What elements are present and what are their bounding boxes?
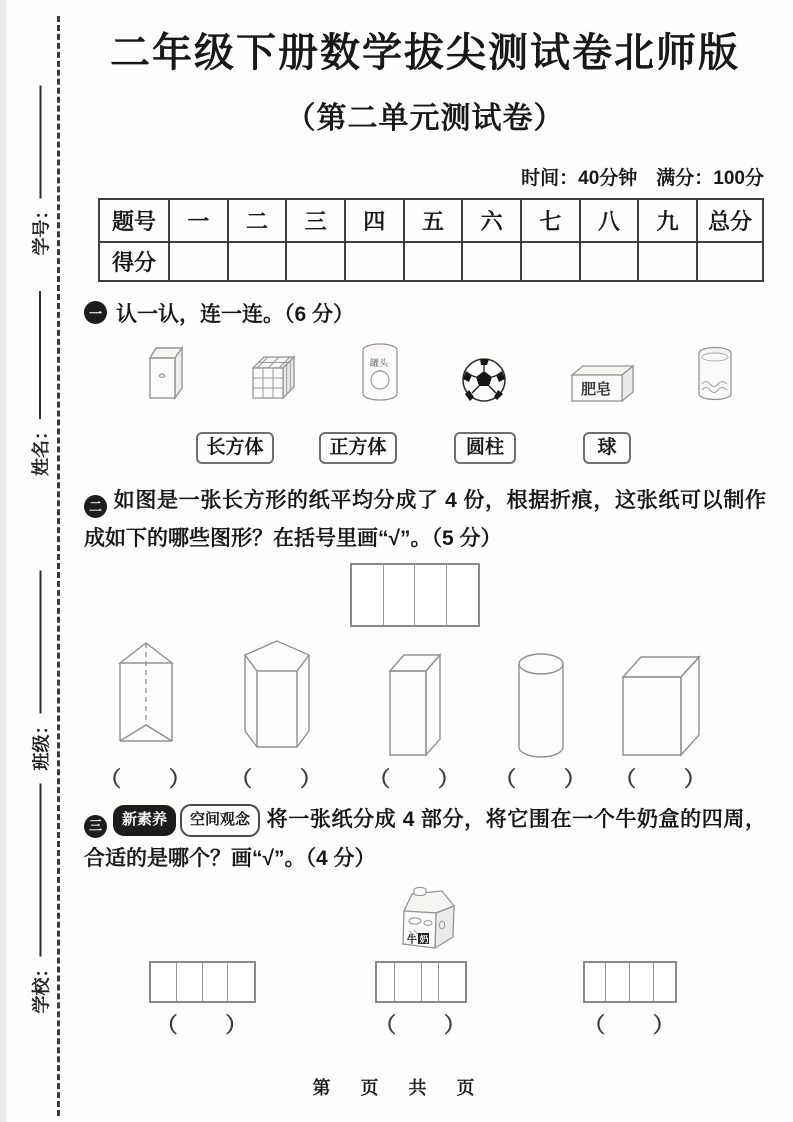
strip-cell bbox=[177, 963, 203, 1001]
rubiks-cube-icon bbox=[247, 348, 299, 404]
question-3-text: 将一张纸分成 4 部分，将它围在一个牛奶盒的四周，合适的是哪个？画“√”。（4 分） bbox=[84, 808, 766, 871]
score-empty-cell bbox=[462, 242, 521, 281]
strip-cell bbox=[630, 963, 654, 1001]
score-table-header-row bbox=[99, 199, 763, 242]
question-2-paragraph bbox=[84, 482, 766, 560]
student-name-label: 姓名： bbox=[31, 422, 51, 476]
strip-cell bbox=[606, 963, 630, 1001]
shape-choice-triangular-prism bbox=[91, 639, 201, 793]
student-name-field bbox=[27, 286, 53, 476]
paper-strip-symmetric bbox=[583, 961, 677, 1003]
strip-choice-2 bbox=[375, 961, 467, 1039]
school-label: 学校： bbox=[31, 959, 52, 1014]
score-header-cell: 九 bbox=[638, 199, 697, 242]
paper-body bbox=[84, 0, 766, 1039]
round-can-icon bbox=[694, 344, 736, 404]
score-header-cell: 四 bbox=[345, 199, 404, 242]
score-row-label: 得分 bbox=[99, 242, 169, 281]
milk-label-text-1: 牛 bbox=[407, 934, 417, 946]
question-2-number-icon: 二 bbox=[84, 495, 107, 518]
answer-paren: （ ） bbox=[156, 1013, 249, 1037]
strip-cell bbox=[439, 963, 465, 1001]
strip-cell bbox=[151, 963, 177, 1001]
page-footer: 第 页 共 页 bbox=[312, 1078, 481, 1098]
pentagonal-prism-icon bbox=[241, 639, 313, 759]
strip-cell bbox=[422, 963, 439, 1001]
score-header-cell: 六 bbox=[462, 199, 521, 242]
soap-label-text: 肥皂 bbox=[581, 380, 612, 398]
milk-label-text-2: 奶 bbox=[419, 934, 429, 945]
score-header-cell: 三 bbox=[286, 199, 345, 242]
school-field bbox=[28, 779, 54, 1014]
student-id-field bbox=[28, 81, 54, 256]
question-1-figures bbox=[142, 338, 736, 404]
strip-cell bbox=[447, 565, 479, 625]
strip-choice-1 bbox=[149, 961, 256, 1039]
cylinder-icon bbox=[516, 651, 566, 759]
cube-icon bbox=[619, 651, 703, 759]
soccer-ball-icon bbox=[460, 356, 508, 404]
question-3-strips bbox=[84, 961, 766, 1039]
score-header-cell: 二 bbox=[228, 199, 287, 242]
class-label: 班级： bbox=[31, 716, 52, 771]
strip-cell bbox=[352, 565, 384, 625]
shape-choice-cuboid bbox=[360, 647, 470, 793]
paper-strip-narrow-wide bbox=[375, 961, 467, 1003]
question-1-number-icon: 一 bbox=[84, 301, 107, 324]
student-id-label: 学号： bbox=[31, 201, 52, 256]
student-name-blank bbox=[39, 291, 41, 419]
score-table-score-row bbox=[99, 242, 763, 281]
score-header-cell: 八 bbox=[580, 199, 639, 242]
strip-cell bbox=[585, 963, 606, 1001]
carton-box-icon bbox=[142, 340, 188, 404]
question-1-heading bbox=[84, 298, 766, 328]
scan-edge-shadow bbox=[0, 0, 6, 1122]
paper-strip-equal-parts bbox=[149, 961, 256, 1003]
class-field bbox=[28, 566, 54, 771]
score-table bbox=[98, 198, 764, 282]
class-blank bbox=[40, 571, 42, 714]
question-1-text: 认一认，连一连。（6 分） bbox=[116, 302, 355, 326]
cut-dashed-line bbox=[57, 16, 60, 1116]
answer-paren: （ ） bbox=[495, 768, 587, 792]
shape-choice-cube bbox=[606, 651, 716, 793]
score-header-cell: 五 bbox=[404, 199, 463, 242]
option-cube: 正方体 bbox=[319, 432, 397, 464]
paper-subtitle: （第二单元测试卷） bbox=[285, 102, 565, 135]
strip-cell bbox=[377, 963, 395, 1001]
score-empty-cell bbox=[169, 242, 228, 281]
score-header-cell: 一 bbox=[169, 199, 228, 242]
question-2-text: 如图是一张长方形的纸平均分成了 4 份，根据折痕，这张纸可以制作成如下的哪些图形？在括号里画“√”。（5 分） bbox=[84, 488, 766, 551]
school-blank bbox=[40, 784, 42, 957]
score-empty-cell bbox=[286, 242, 345, 281]
question-1-options bbox=[84, 432, 766, 466]
score-empty-cell bbox=[580, 242, 639, 281]
score-empty-cell bbox=[638, 242, 697, 281]
strip-cell bbox=[384, 565, 416, 625]
spatial-concept-badge: 空间观念 bbox=[180, 804, 260, 837]
option-sphere: 球 bbox=[583, 432, 631, 464]
score-header-cell: 题号 bbox=[99, 199, 169, 242]
question-3-paragraph bbox=[84, 801, 766, 879]
score-header-cell: 七 bbox=[521, 199, 580, 242]
strip-cell bbox=[395, 963, 421, 1001]
cuboid-icon bbox=[386, 647, 444, 759]
tin-can-icon bbox=[358, 340, 402, 404]
milk-carton-figure bbox=[390, 881, 766, 953]
paper-title: 二年级下册数学拔尖测试卷北师版 bbox=[110, 31, 740, 75]
milk-carton-icon bbox=[390, 881, 468, 953]
shape-choice-pentagonal-prism bbox=[222, 639, 332, 793]
question-3-number-icon: 三 bbox=[84, 815, 107, 838]
answer-paren: （ ） bbox=[615, 768, 707, 792]
new-literacy-badge: 新素养 bbox=[113, 805, 176, 836]
question-2-shapes bbox=[84, 641, 766, 793]
strip-cell bbox=[203, 963, 229, 1001]
score-empty-cell bbox=[345, 242, 404, 281]
score-empty-cell bbox=[521, 242, 580, 281]
option-cuboid: 长方体 bbox=[196, 432, 274, 464]
can-label-text: 罐头 bbox=[369, 357, 388, 368]
option-cylinder: 圆柱 bbox=[454, 432, 516, 464]
answer-paren: （ ） bbox=[100, 768, 192, 792]
strip-cell bbox=[654, 963, 675, 1001]
strip-cell bbox=[415, 565, 447, 625]
answer-paren: （ ） bbox=[231, 768, 323, 792]
folded-paper-figure bbox=[350, 563, 480, 627]
student-id-blank bbox=[40, 86, 42, 199]
strip-choice-3 bbox=[583, 961, 677, 1039]
answer-paren: （ ） bbox=[369, 768, 461, 792]
answer-paren: （ ） bbox=[375, 1013, 467, 1037]
triangular-prism-icon bbox=[114, 639, 178, 759]
shape-choice-cylinder bbox=[486, 651, 596, 793]
time-score-meta: 时间：40分钟 满分：100分 bbox=[521, 167, 764, 189]
score-empty-cell bbox=[228, 242, 287, 281]
answer-paren: （ ） bbox=[584, 1013, 676, 1037]
score-empty-cell bbox=[404, 242, 463, 281]
strip-cell bbox=[228, 963, 254, 1001]
soap-box-icon bbox=[567, 362, 635, 404]
score-header-cell: 总分 bbox=[697, 199, 763, 242]
score-empty-cell bbox=[697, 242, 763, 281]
